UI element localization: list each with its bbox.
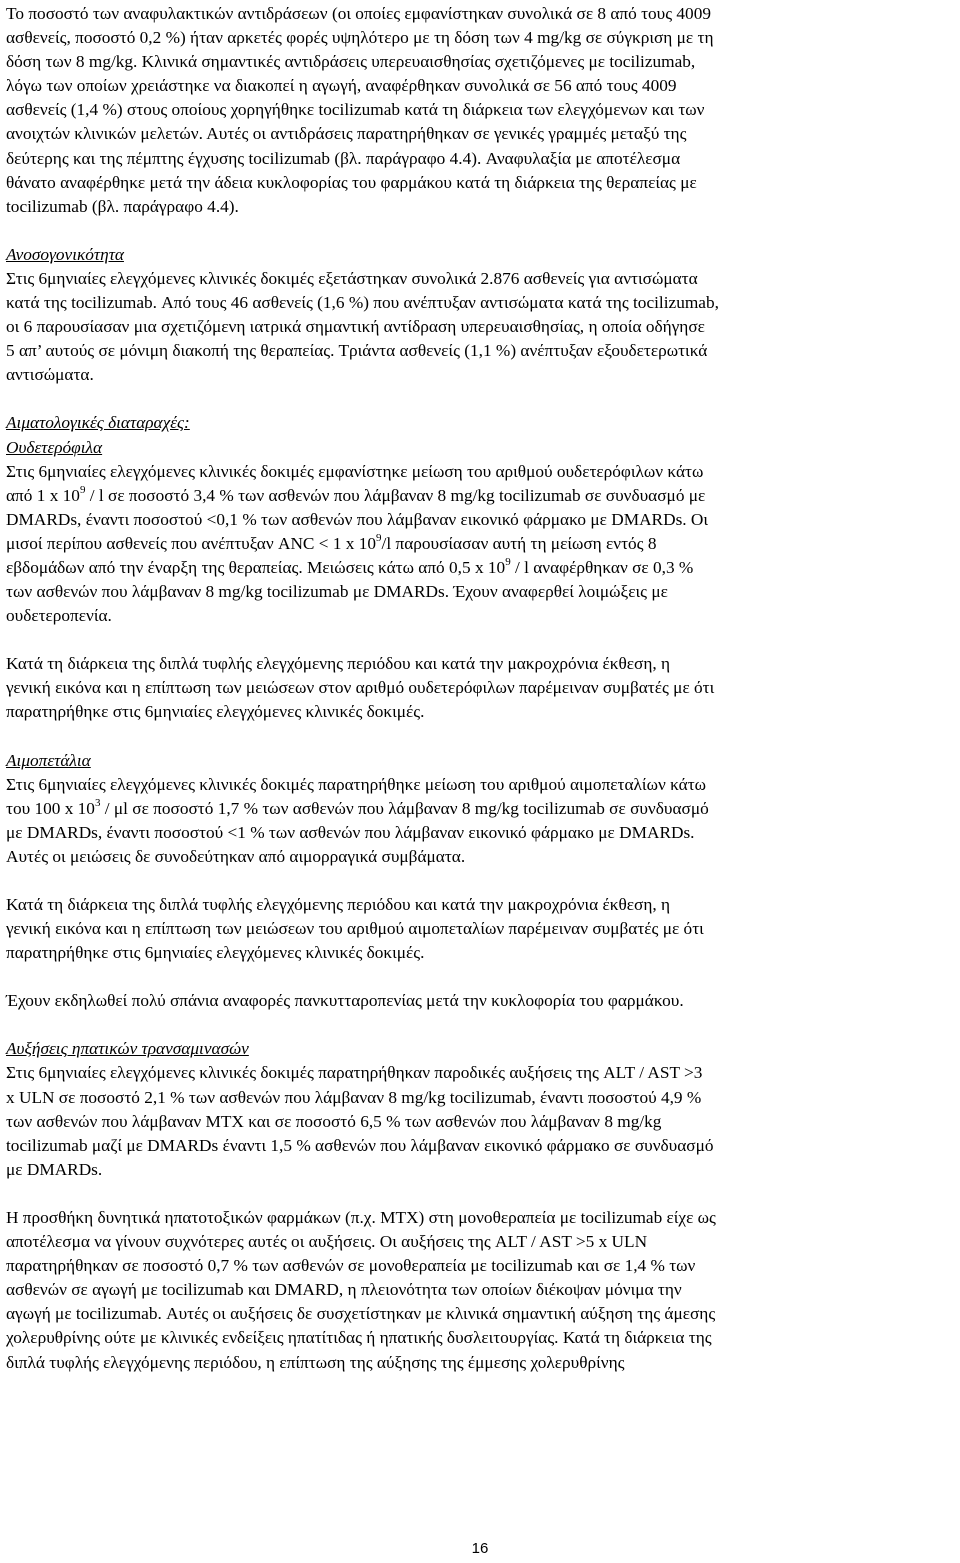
- text-line: παρατηρήθηκε στις 6μηνιαίες ελεγχόμενες κλινικές δοκιμές.: [6, 702, 425, 722]
- text-line: ασθενών σε αγωγή με tocilizumab και DMARD, η πλειονότητα των οποίων διέκοψαν μόνιμα την: [6, 1280, 682, 1300]
- text-line: ανοιχτών κλινικών μελετών. Αυτές οι αντιδράσεις παρατηρήθηκαν σε γενικές γραμμές μεταξύ της: [6, 124, 687, 144]
- text-line: αγωγή με tocilizumab. Αυτές οι αυξήσεις δε συσχετίστηκαν με κλινικά σημαντική αύξηση της άμεσης: [6, 1304, 716, 1324]
- transaminases-paragraph: [6, 1061, 950, 1181]
- text-line: από 1 x $10^9$ / l σε ποσοστό 3,4 % των ασθενών που λάμβαναν 8 mg/kg tocilizumab σε συνδυασμό με: [6, 483, 706, 505]
- text-line: ουδετεροπενία.: [6, 606, 112, 626]
- neutrophils-heading: Ουδετερόφιλα: [6, 437, 103, 457]
- immunogenicity-heading: Ανοσογονικότητα: [6, 244, 124, 264]
- text-line: Στις 6μηνιαίες ελεγχόμενες κλινικές δοκιμές παρατηρήθηκαν παροδικές αυξήσεις της ALT / AST >3: [6, 1063, 703, 1083]
- text-line: κατά της tocilizumab. Από τους 46 ασθενείς (1,6 %) που ανέπτυξαν αντισώματα κατά της tocilizumab,: [6, 293, 719, 313]
- text-line: θάνατο αναφέρθηκε μετά την άδεια κυκλοφορίας του φαρμάκου κατά τη διάρκεια της θεραπείας με: [6, 172, 697, 192]
- text-line: των ασθενών που λάμβαναν MTX και σε ποσοστό 6,5 % των ασθενών που λάμβαναν 8 mg/kg: [6, 1111, 662, 1131]
- text-line: Αυτές οι μειώσεις δε συνοδεύτηκαν από αιμορραγικά συμβάματα.: [6, 846, 466, 866]
- text-line: Κατά τη διάρκεια της διπλά τυφλής ελεγχόμενης περιόδου και κατά την μακροχρόνια έκθεση, η: [6, 895, 671, 914]
- text-line: Το ποσοστό των αναφυλακτικών αντιδράσεων (οι οποίες εμφανίστηκαν συνολικά σε 8 από τους 4009: [6, 4, 711, 23]
- text-line: Στις 6μηνιαίες ελεγχόμενες κλινικές δοκιμές εμφανίστηκε μείωση του αριθμού ουδετερόφιλων κάτω: [6, 461, 704, 481]
- superscript: 3: [94, 796, 101, 809]
- text-line: διπλά τυφλής ελεγχόμενης περιόδου, η επίπτωση της αύξησης της έμμεσης χολερυθρίνης: [6, 1352, 625, 1372]
- text-line: γενική εικόνα και η επίπτωση των μειώσεων του αριθμού αιμοπεταλίων παρέμειναν συμβατές με ότι: [6, 919, 704, 939]
- transaminases-heading: Αυξήσεις ηπατικών τρανσαμινασών: [6, 1039, 249, 1059]
- text-line: Κατά τη διάρκεια της διπλά τυφλής ελεγχόμενης περιόδου και κατά την μακροχρόνια έκθεση, η: [6, 654, 671, 674]
- page-number: 16: [471, 1540, 489, 1557]
- text-line: 5 απ’ αυτούς σε μόνιμη διακοπή της θεραπείας. Τριάντα ασθενείς (1,1 %) ανέπτυξαν εξουδετερωτικά: [6, 341, 708, 361]
- text-line: αποτέλεσμα να γίνουν συχνότερες αυτές οι αυξήσεις. Οι αυξήσεις της ALT / AST >5 x ULN: [6, 1232, 648, 1252]
- text-line: χολερυθρίνης ούτε με κλινικές ενδείξεις ηπατίτιδας ή ηπατικής δυσλειτουργίας. Κατά τη διάρκεια της: [6, 1328, 712, 1348]
- hepatotoxic-paragraph: [6, 1206, 950, 1375]
- anaphylaxis-paragraph: [6, 2, 950, 219]
- text-line: γενική εικόνα και η επίπτωση των μειώσεων στον αριθμό ουδετερόφιλων παρέμειναν συμβατές με ότι: [6, 678, 715, 698]
- text-line: των ασθενών που λάμβαναν 8 mg/kg tocilizumab με DMARDs. Έχουν αναφερθεί λοιμώξεις με: [6, 582, 668, 602]
- text-line: του 100 x $10^3$ / μl σε ποσοστό 1,7 % των ασθενών που λάμβαναν 8 mg/kg tocilizumab σε συνδυασμό: [6, 796, 709, 818]
- text-line: Στις 6μηνιαίες ελεγχόμενες κλινικές δοκιμές παρατηρήθηκε μείωση του αριθμού αιμοπεταλίων κάτω: [6, 774, 707, 794]
- text-line: tocilizumab (βλ. παράγραφο 4.4).: [6, 196, 239, 216]
- platelets-long-term-paragraph: [6, 893, 950, 965]
- text-line: παρατηρήθηκαν σε ποσοστό 0,7 % των ασθενών σε μονοθεραπεία με tocilizumab και σε 1,4 % των: [6, 1256, 696, 1276]
- pancytopenia-paragraph: [6, 989, 950, 1013]
- platelets-heading: Αιμοπετάλια: [6, 750, 91, 770]
- text-line: παρατηρήθηκε στις 6μηνιαίες ελεγχόμενες κλινικές δοκιμές.: [6, 943, 425, 963]
- superscript: 9: [505, 556, 511, 569]
- text-line: Στις 6μηνιαίες ελεγχόμενες κλινικές δοκιμές εξετάστηκαν συνολικά 2.876 ασθενείς για αντισώματα: [6, 268, 698, 288]
- text-line: x ULN σε ποσοστό 2,1 % των ασθενών που λάμβαναν 8 mg/kg tocilizumab, έναντι ποσοστού 4,9 %: [6, 1087, 702, 1107]
- neutrophils-paragraph: [6, 460, 950, 629]
- text-line: εβδομάδων από την έναρξη της θεραπείας. Μειώσεις κάτω από 0,5 x $10^9$ / l αναφέρθηκαν σε 0,3 %: [6, 556, 694, 577]
- hematologic-heading: Αιματολογικές διαταραχές:: [6, 413, 190, 433]
- text-line: λόγω των οποίων χρειάστηκε να διακοπεί η αγωγή, αναφέρθηκαν συνολικά σε 56 από τους 4009: [6, 76, 677, 96]
- neutrophils-long-term-paragraph: [6, 652, 950, 724]
- text-line: DMARDs, έναντι ποσοστού <0,1 % των ασθενών που λάμβαναν εικονικό φάρμακο με DMARDs. Οι: [6, 509, 709, 529]
- document-page: [6, 2, 950, 1375]
- text-line: με DMARDs, έναντι ποσοστού <1 % των ασθενών που λάμβαναν εικονικό φάρμακο με DMARDs.: [6, 822, 695, 842]
- text-line: δόση των 8 mg/kg. Κλινικά σημαντικές αντιδράσεις υπερευαισθησίας σχετιζόμενες με tocilizumab,: [6, 52, 696, 72]
- text-line: με DMARDs.: [6, 1159, 103, 1179]
- text-line: ασθενείς, ποσοστό 0,2 %) ήταν αρκετές φορές υψηλότερο με τη δόση των 4 mg/kg σε σύγκριση με τη: [6, 28, 714, 48]
- text-line: Η προσθήκη δυνητικά ηπατοτοξικών φαρμάκων (π.χ. MTX) στη μονοθεραπεία με tocilizumab είχε ως: [6, 1207, 716, 1227]
- superscript: 9: [376, 532, 382, 545]
- text-line: οι 6 παρουσίασαν μια σχετιζόμενη ιατρικά σημαντική αντίδραση υπερευαισθησίας, η οποία οδήγησε: [6, 317, 705, 337]
- text-line: δεύτερης και της πέμπτης έγχυσης tocilizumab (βλ. παράγραφο 4.4). Αναφυλαξία με αποτέλεσμα: [6, 148, 681, 168]
- text-line: tocilizumab μαζί με DMARDs έναντι 1,5 % ασθενών που λάμβαναν εικονικό φάρμακο σε συνδυασμό: [6, 1135, 714, 1155]
- immunogenicity-paragraph: [6, 267, 950, 387]
- superscript: 9: [79, 483, 86, 496]
- text-line: μισοί περίπου ασθενείς που ανέπτυξαν ANC < 1 x $10^9/l$ παρουσίασαν αυτή τη μείωση εντός 8: [6, 532, 657, 553]
- platelets-paragraph: [6, 773, 950, 869]
- text-line: Έχουν εκδηλωθεί πολύ σπάνια αναφορές πανκυτταροπενίας μετά την κυκλοφορία του φαρμάκου.: [6, 991, 684, 1011]
- text-line: ασθενείς (1,4 %) στους οποίους χορηγήθηκε tocilizumab κατά τη διάρκεια των ελεγχόμενων και των: [6, 100, 705, 120]
- text-line: αντισώματα.: [6, 365, 94, 385]
